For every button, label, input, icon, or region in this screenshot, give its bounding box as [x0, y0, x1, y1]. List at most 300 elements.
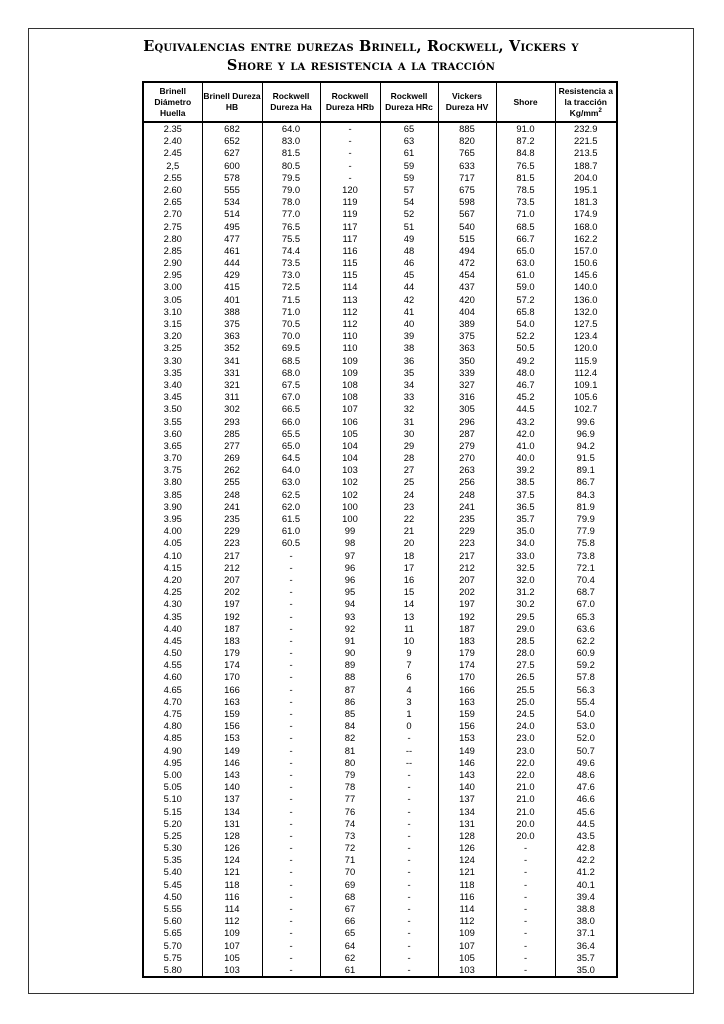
- cell-shore: -: [496, 903, 555, 915]
- cell-tensile-strength: 96.9: [555, 428, 617, 440]
- cell-tensile-strength: 60.9: [555, 647, 617, 659]
- header-superscript: 2: [598, 107, 602, 114]
- cell-brinell-diameter: 4.15: [143, 562, 202, 574]
- cell-shore: 23.0: [496, 732, 555, 744]
- cell-shore: 37.5: [496, 489, 555, 501]
- cell-rockwell-hrb: 100: [320, 513, 380, 525]
- table-row: [143, 611, 617, 623]
- cell-tensile-strength: 59.2: [555, 659, 617, 671]
- table-body: [143, 122, 617, 977]
- cell-brinell-diameter: 4.60: [143, 671, 202, 683]
- cell-brinell-hb: 401: [202, 294, 262, 306]
- cell-vickers-hv: 248: [438, 489, 496, 501]
- cell-brinell-hb: 197: [202, 598, 262, 610]
- cell-shore: 21.0: [496, 806, 555, 818]
- hardness-equivalence-table: [142, 81, 618, 978]
- cell-brinell-hb: 107: [202, 940, 262, 952]
- cell-shore: 81.5: [496, 172, 555, 184]
- cell-rockwell-hrb: 120: [320, 184, 380, 196]
- table-row: [143, 184, 617, 196]
- cell-rockwell-hrb: 106: [320, 416, 380, 428]
- cell-rockwell-hrb: 119: [320, 208, 380, 220]
- cell-rockwell-hrc: -: [380, 952, 438, 964]
- cell-rockwell-hrb: 104: [320, 452, 380, 464]
- cell-tensile-strength: 35.7: [555, 952, 617, 964]
- header-tensile-strength-text: Resistencia a la tracción Kg/mm: [558, 85, 613, 118]
- cell-brinell-hb: 134: [202, 806, 262, 818]
- cell-rockwell-hrc: -: [380, 964, 438, 977]
- cell-brinell-diameter: 4.75: [143, 708, 202, 720]
- cell-rockwell-hrc: 48: [380, 245, 438, 257]
- cell-vickers-hv: 567: [438, 208, 496, 220]
- table-row: [143, 781, 617, 793]
- cell-shore: 39.2: [496, 464, 555, 476]
- cell-rockwell-hrb: 117: [320, 221, 380, 233]
- table-row: [143, 501, 617, 513]
- table-row: [143, 525, 617, 537]
- cell-brinell-diameter: 2.80: [143, 233, 202, 245]
- cell-tensile-strength: 86.7: [555, 476, 617, 488]
- table-row: [143, 476, 617, 488]
- cell-rockwell-hrc: 41: [380, 306, 438, 318]
- cell-tensile-strength: 221.5: [555, 135, 617, 147]
- cell-vickers-hv: 174: [438, 659, 496, 671]
- cell-brinell-hb: 229: [202, 525, 262, 537]
- table-row: [143, 696, 617, 708]
- cell-rockwell-ha: 68.5: [262, 355, 320, 367]
- cell-brinell-diameter: 3.30: [143, 355, 202, 367]
- cell-rockwell-hrc: 23: [380, 501, 438, 513]
- cell-brinell-diameter: 4.20: [143, 574, 202, 586]
- cell-tensile-strength: 105.6: [555, 391, 617, 403]
- cell-rockwell-hrc: 10: [380, 635, 438, 647]
- cell-rockwell-ha: 77.0: [262, 208, 320, 220]
- table-row: [143, 160, 617, 172]
- table-row: [143, 793, 617, 805]
- cell-brinell-hb: 121: [202, 866, 262, 878]
- cell-tensile-strength: 57.8: [555, 671, 617, 683]
- cell-tensile-strength: 36.4: [555, 940, 617, 952]
- cell-brinell-hb: 202: [202, 586, 262, 598]
- cell-vickers-hv: 389: [438, 318, 496, 330]
- cell-brinell-diameter: 4.00: [143, 525, 202, 537]
- cell-brinell-diameter: 5.65: [143, 927, 202, 939]
- table-row: [143, 306, 617, 318]
- cell-rockwell-hrb: 99: [320, 525, 380, 537]
- header-tensile-strength: [555, 82, 617, 122]
- cell-rockwell-hrb: 80: [320, 757, 380, 769]
- cell-rockwell-hrc: 46: [380, 257, 438, 269]
- cell-rockwell-ha: 71.5: [262, 294, 320, 306]
- table-row: [143, 281, 617, 293]
- cell-rockwell-ha: -: [262, 586, 320, 598]
- cell-rockwell-ha: 67.5: [262, 379, 320, 391]
- cell-rockwell-hrc: 11: [380, 623, 438, 635]
- cell-shore: 36.5: [496, 501, 555, 513]
- cell-rockwell-hrb: 103: [320, 464, 380, 476]
- cell-brinell-hb: 331: [202, 367, 262, 379]
- cell-tensile-strength: 62.2: [555, 635, 617, 647]
- cell-tensile-strength: 136.0: [555, 294, 617, 306]
- cell-vickers-hv: 598: [438, 196, 496, 208]
- cell-rockwell-hrc: 51: [380, 221, 438, 233]
- cell-shore: 28.5: [496, 635, 555, 647]
- cell-shore: 30.2: [496, 598, 555, 610]
- cell-vickers-hv: 197: [438, 598, 496, 610]
- cell-rockwell-ha: -: [262, 696, 320, 708]
- cell-brinell-diameter: 2.40: [143, 135, 202, 147]
- header-rockwell-hrb: Rockwell Dureza HRb: [320, 82, 380, 122]
- cell-rockwell-ha: 69.5: [262, 342, 320, 354]
- cell-brinell-diameter: 5.80: [143, 964, 202, 977]
- cell-shore: 38.5: [496, 476, 555, 488]
- cell-brinell-hb: 255: [202, 476, 262, 488]
- cell-rockwell-hrc: 4: [380, 684, 438, 696]
- cell-brinell-diameter: 5.25: [143, 830, 202, 842]
- table-row: [143, 257, 617, 269]
- cell-rockwell-hrb: 107: [320, 403, 380, 415]
- cell-brinell-hb: 495: [202, 221, 262, 233]
- cell-shore: 22.0: [496, 757, 555, 769]
- header-rockwell-ha: Rockwell Dureza Ha: [262, 82, 320, 122]
- cell-rockwell-hrb: -: [320, 172, 380, 184]
- cell-shore: 32.5: [496, 562, 555, 574]
- cell-rockwell-ha: -: [262, 635, 320, 647]
- cell-rockwell-ha: -: [262, 806, 320, 818]
- cell-rockwell-hrc: 28: [380, 452, 438, 464]
- cell-rockwell-ha: 79.0: [262, 184, 320, 196]
- cell-brinell-diameter: 4.95: [143, 757, 202, 769]
- cell-brinell-hb: 477: [202, 233, 262, 245]
- cell-rockwell-hrb: 65: [320, 927, 380, 939]
- cell-tensile-strength: 132.0: [555, 306, 617, 318]
- cell-rockwell-ha: -: [262, 903, 320, 915]
- table-row: [143, 172, 617, 184]
- cell-rockwell-hrb: 68: [320, 891, 380, 903]
- cell-rockwell-hrc: 0: [380, 720, 438, 732]
- cell-rockwell-hrb: -: [320, 160, 380, 172]
- cell-tensile-strength: 54.0: [555, 708, 617, 720]
- cell-shore: 26.5: [496, 671, 555, 683]
- cell-brinell-hb: 137: [202, 793, 262, 805]
- cell-rockwell-ha: -: [262, 940, 320, 952]
- cell-brinell-hb: 627: [202, 147, 262, 159]
- header-shore: Shore: [496, 82, 555, 122]
- table-row: [143, 903, 617, 915]
- cell-rockwell-ha: -: [262, 891, 320, 903]
- cell-rockwell-hrb: 79: [320, 769, 380, 781]
- cell-rockwell-ha: -: [262, 659, 320, 671]
- cell-brinell-hb: 140: [202, 781, 262, 793]
- cell-brinell-diameter: 2.65: [143, 196, 202, 208]
- cell-rockwell-hrb: 85: [320, 708, 380, 720]
- cell-vickers-hv: 327: [438, 379, 496, 391]
- cell-rockwell-hrc: 30: [380, 428, 438, 440]
- cell-rockwell-hrc: -: [380, 879, 438, 891]
- cell-rockwell-hrb: 88: [320, 671, 380, 683]
- cell-rockwell-ha: -: [262, 830, 320, 842]
- cell-rockwell-hrc: 15: [380, 586, 438, 598]
- cell-rockwell-hrc: 22: [380, 513, 438, 525]
- cell-rockwell-ha: -: [262, 684, 320, 696]
- cell-shore: -: [496, 952, 555, 964]
- cell-brinell-hb: 156: [202, 720, 262, 732]
- cell-rockwell-hrc: 40: [380, 318, 438, 330]
- cell-shore: 65.0: [496, 245, 555, 257]
- cell-rockwell-hrb: 89: [320, 659, 380, 671]
- cell-rockwell-ha: 79.5: [262, 172, 320, 184]
- table-row: [143, 367, 617, 379]
- cell-brinell-diameter: 5.75: [143, 952, 202, 964]
- cell-brinell-hb: 429: [202, 269, 262, 281]
- cell-brinell-diameter: 4.35: [143, 611, 202, 623]
- cell-brinell-hb: 163: [202, 696, 262, 708]
- table-row: [143, 245, 617, 257]
- cell-brinell-hb: 277: [202, 440, 262, 452]
- cell-rockwell-ha: -: [262, 732, 320, 744]
- cell-shore: 41.0: [496, 440, 555, 452]
- cell-vickers-hv: 472: [438, 257, 496, 269]
- cell-brinell-diameter: 3.70: [143, 452, 202, 464]
- cell-shore: 29.5: [496, 611, 555, 623]
- cell-tensile-strength: 115.9: [555, 355, 617, 367]
- cell-shore: 48.0: [496, 367, 555, 379]
- cell-brinell-diameter: 2.85: [143, 245, 202, 257]
- cell-rockwell-hrc: 49: [380, 233, 438, 245]
- table-row: [143, 671, 617, 683]
- cell-shore: -: [496, 940, 555, 952]
- cell-shore: 87.2: [496, 135, 555, 147]
- cell-brinell-diameter: 4.80: [143, 720, 202, 732]
- cell-tensile-strength: 157.0: [555, 245, 617, 257]
- cell-brinell-hb: 187: [202, 623, 262, 635]
- cell-rockwell-ha: 66.0: [262, 416, 320, 428]
- cell-rockwell-ha: -: [262, 757, 320, 769]
- cell-rockwell-ha: 78.0: [262, 196, 320, 208]
- cell-rockwell-ha: 83.0: [262, 135, 320, 147]
- cell-tensile-strength: 77.9: [555, 525, 617, 537]
- table-row: [143, 769, 617, 781]
- cell-rockwell-hrb: 113: [320, 294, 380, 306]
- cell-rockwell-hrc: 57: [380, 184, 438, 196]
- cell-rockwell-hrc: -: [380, 891, 438, 903]
- cell-brinell-hb: 159: [202, 708, 262, 720]
- cell-shore: 45.2: [496, 391, 555, 403]
- cell-tensile-strength: 232.9: [555, 122, 617, 135]
- cell-tensile-strength: 94.2: [555, 440, 617, 452]
- cell-rockwell-ha: 70.5: [262, 318, 320, 330]
- table-row: [143, 659, 617, 671]
- cell-tensile-strength: 38.0: [555, 915, 617, 927]
- cell-brinell-hb: 682: [202, 122, 262, 135]
- cell-rockwell-ha: 62.5: [262, 489, 320, 501]
- cell-vickers-hv: 103: [438, 964, 496, 977]
- cell-vickers-hv: 153: [438, 732, 496, 744]
- cell-rockwell-hrc: -: [380, 842, 438, 854]
- cell-tensile-strength: 55.4: [555, 696, 617, 708]
- cell-rockwell-hrc: -: [380, 818, 438, 830]
- cell-brinell-diameter: 2.90: [143, 257, 202, 269]
- cell-shore: 29.0: [496, 623, 555, 635]
- table-row: [143, 550, 617, 562]
- cell-rockwell-ha: -: [262, 611, 320, 623]
- cell-brinell-hb: 143: [202, 769, 262, 781]
- cell-vickers-hv: 118: [438, 879, 496, 891]
- cell-rockwell-hrc: -: [380, 866, 438, 878]
- cell-tensile-strength: 42.8: [555, 842, 617, 854]
- cell-tensile-strength: 168.0: [555, 221, 617, 233]
- cell-brinell-diameter: 4.10: [143, 550, 202, 562]
- cell-rockwell-hrc: 31: [380, 416, 438, 428]
- cell-vickers-hv: 256: [438, 476, 496, 488]
- cell-rockwell-hrc: 35: [380, 367, 438, 379]
- table-row: [143, 586, 617, 598]
- table-row: [143, 732, 617, 744]
- cell-brinell-diameter: 4.40: [143, 623, 202, 635]
- table-row: [143, 952, 617, 964]
- cell-brinell-diameter: 5.70: [143, 940, 202, 952]
- cell-vickers-hv: 270: [438, 452, 496, 464]
- cell-brinell-diameter: 2.45: [143, 147, 202, 159]
- page-title: [28, 37, 694, 75]
- cell-shore: 44.5: [496, 403, 555, 415]
- cell-brinell-diameter: 5.30: [143, 842, 202, 854]
- cell-brinell-hb: 444: [202, 257, 262, 269]
- cell-rockwell-hrb: 112: [320, 318, 380, 330]
- table-row: [143, 927, 617, 939]
- cell-rockwell-hrc: 21: [380, 525, 438, 537]
- table-row: [143, 818, 617, 830]
- cell-rockwell-hrb: 90: [320, 647, 380, 659]
- title-line-1: Equivalencias entre durezas Brinell, Rockwell, Vickers y: [143, 38, 579, 55]
- cell-rockwell-ha: -: [262, 842, 320, 854]
- cell-tensile-strength: 44.5: [555, 818, 617, 830]
- cell-vickers-hv: 121: [438, 866, 496, 878]
- table-row: [143, 757, 617, 769]
- cell-rockwell-ha: -: [262, 964, 320, 977]
- cell-tensile-strength: 123.4: [555, 330, 617, 342]
- cell-rockwell-hrb: 69: [320, 879, 380, 891]
- cell-brinell-diameter: 5.35: [143, 854, 202, 866]
- cell-brinell-diameter: 3.00: [143, 281, 202, 293]
- cell-shore: 43.2: [496, 416, 555, 428]
- table-row: [143, 940, 617, 952]
- table-row: [143, 452, 617, 464]
- cell-brinell-hb: 285: [202, 428, 262, 440]
- cell-brinell-diameter: 2.70: [143, 208, 202, 220]
- cell-rockwell-hrb: 96: [320, 562, 380, 574]
- cell-vickers-hv: 287: [438, 428, 496, 440]
- table-row: [143, 294, 617, 306]
- cell-rockwell-hrb: 81: [320, 745, 380, 757]
- cell-rockwell-ha: -: [262, 745, 320, 757]
- table-row: [143, 318, 617, 330]
- table-row: [143, 915, 617, 927]
- table-row: [143, 891, 617, 903]
- table-row: [143, 221, 617, 233]
- cell-shore: -: [496, 964, 555, 977]
- cell-rockwell-hrc: 20: [380, 537, 438, 549]
- cell-brinell-hb: 321: [202, 379, 262, 391]
- cell-vickers-hv: 187: [438, 623, 496, 635]
- table-row: [143, 208, 617, 220]
- cell-rockwell-ha: 61.0: [262, 525, 320, 537]
- cell-rockwell-ha: 62.0: [262, 501, 320, 513]
- cell-vickers-hv: 717: [438, 172, 496, 184]
- cell-brinell-hb: 170: [202, 671, 262, 683]
- cell-vickers-hv: 202: [438, 586, 496, 598]
- cell-rockwell-hrc: 36: [380, 355, 438, 367]
- cell-rockwell-ha: -: [262, 623, 320, 635]
- cell-rockwell-hrc: 32: [380, 403, 438, 415]
- cell-vickers-hv: 454: [438, 269, 496, 281]
- cell-brinell-diameter: 5.40: [143, 866, 202, 878]
- cell-rockwell-ha: 65.5: [262, 428, 320, 440]
- cell-rockwell-ha: 73.0: [262, 269, 320, 281]
- cell-rockwell-ha: 64.5: [262, 452, 320, 464]
- table-row: [143, 623, 617, 635]
- cell-vickers-hv: 128: [438, 830, 496, 842]
- cell-tensile-strength: 140.0: [555, 281, 617, 293]
- table-row: [143, 866, 617, 878]
- cell-brinell-hb: 293: [202, 416, 262, 428]
- table-row: [143, 355, 617, 367]
- cell-brinell-diameter: 4.55: [143, 659, 202, 671]
- table-row: [143, 720, 617, 732]
- table-row: [143, 440, 617, 452]
- cell-tensile-strength: 49.6: [555, 757, 617, 769]
- cell-brinell-diameter: 3.20: [143, 330, 202, 342]
- table-row: [143, 391, 617, 403]
- table-row: [143, 379, 617, 391]
- cell-shore: 46.7: [496, 379, 555, 391]
- cell-brinell-diameter: 3.25: [143, 342, 202, 354]
- cell-rockwell-hrc: 54: [380, 196, 438, 208]
- cell-rockwell-hrc: -: [380, 732, 438, 744]
- table-row: [143, 964, 617, 977]
- cell-rockwell-ha: -: [262, 927, 320, 939]
- cell-rockwell-hrb: 115: [320, 269, 380, 281]
- table-header-row: [143, 82, 617, 122]
- cell-rockwell-ha: -: [262, 879, 320, 891]
- cell-vickers-hv: 107: [438, 940, 496, 952]
- table-row: [143, 513, 617, 525]
- cell-shore: 40.0: [496, 452, 555, 464]
- cell-brinell-hb: 112: [202, 915, 262, 927]
- cell-tensile-strength: 67.0: [555, 598, 617, 610]
- cell-tensile-strength: 84.3: [555, 489, 617, 501]
- cell-brinell-hb: 600: [202, 160, 262, 172]
- cell-rockwell-hrb: 97: [320, 550, 380, 562]
- cell-brinell-diameter: 2.55: [143, 172, 202, 184]
- cell-brinell-diameter: 3.65: [143, 440, 202, 452]
- cell-tensile-strength: 63.6: [555, 623, 617, 635]
- cell-tensile-strength: 204.0: [555, 172, 617, 184]
- cell-tensile-strength: 46.6: [555, 793, 617, 805]
- cell-brinell-hb: 217: [202, 550, 262, 562]
- cell-rockwell-hrc: 63: [380, 135, 438, 147]
- cell-rockwell-hrb: 73: [320, 830, 380, 842]
- cell-vickers-hv: 350: [438, 355, 496, 367]
- cell-tensile-strength: 56.3: [555, 684, 617, 696]
- cell-rockwell-hrb: 70: [320, 866, 380, 878]
- cell-brinell-hb: 352: [202, 342, 262, 354]
- table-row: [143, 598, 617, 610]
- cell-vickers-hv: 765: [438, 147, 496, 159]
- cell-shore: 20.0: [496, 818, 555, 830]
- cell-rockwell-ha: 64.0: [262, 464, 320, 476]
- table-row: [143, 403, 617, 415]
